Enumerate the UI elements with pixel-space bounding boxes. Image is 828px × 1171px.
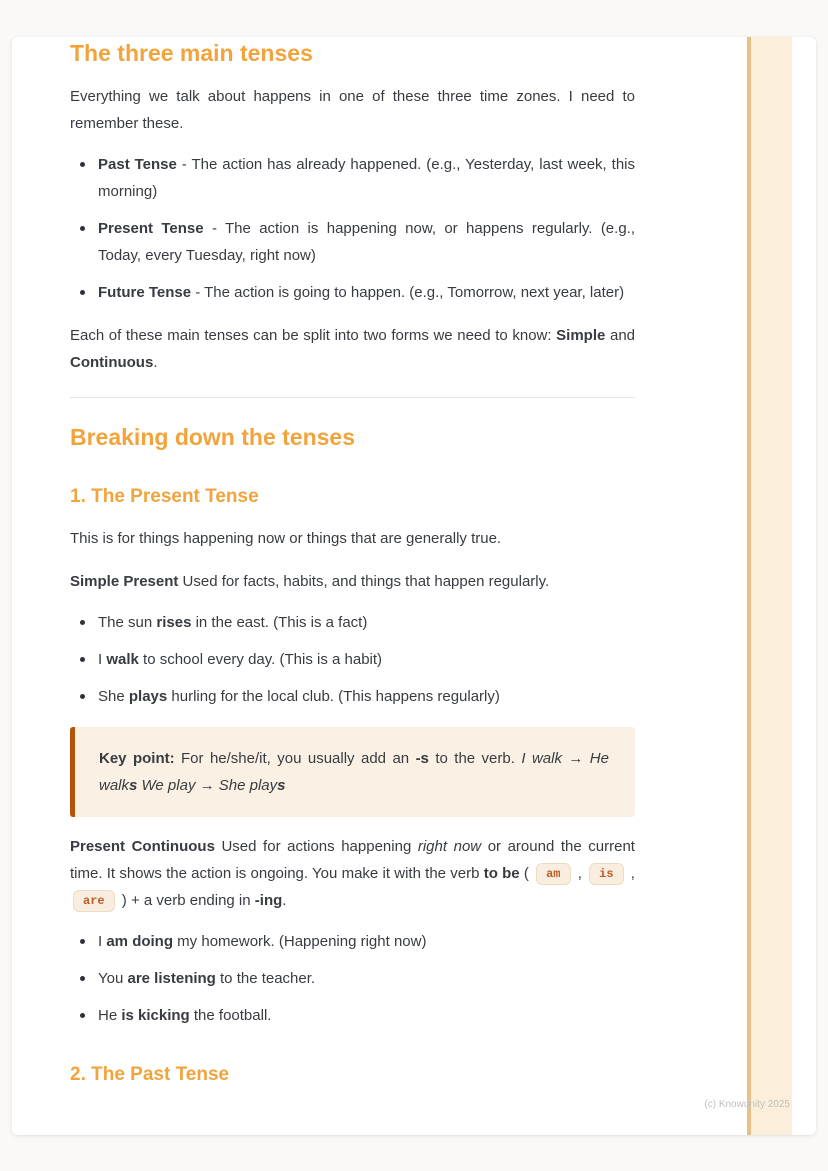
key-point-callout (70, 727, 635, 817)
simple-present-examples-list (70, 609, 635, 710)
list-item: You are listening to the teacher. (98, 965, 635, 992)
key-point-text: Key point: For he/she/it, you usually add an -s to the verb. I walk → He walks We play → She plays (99, 750, 609, 794)
list-item: I walk to school every day. (This is a habit) (98, 646, 635, 673)
list-item: Future Tense - The action is going to happen. (e.g., Tomorrow, next year, later) (98, 279, 635, 306)
list-item: He is kicking the football. (98, 1002, 635, 1029)
section-heading-main-tenses: The three main tenses (70, 40, 313, 66)
forms-paragraph: Each of these main tenses can be split into two forms we need to know: Simple and Continuous. (70, 327, 636, 371)
document-page (12, 37, 816, 1135)
watermark-text: (c) Knowunity 2025 (704, 1099, 790, 1110)
list-item: The sun rises in the east. (This is a fact) (98, 609, 635, 636)
tenses-bullet-list (70, 151, 635, 306)
list-item: Present Tense - The action is happening now, or happens regularly. (e.g., Today, every Tuesday, right now) (98, 215, 635, 269)
present-intro-paragraph: This is for things happening now or things that are generally true. (70, 530, 502, 547)
list-item: Past Tense - The action has already happened. (e.g., Yesterday, last week, this morning) (98, 151, 635, 205)
subheading-present-tense: 1. The Present Tense (70, 486, 259, 507)
simple-present-paragraph: Simple Present Used for facts, habits, and things that happen regularly. (70, 573, 550, 590)
section-heading-breaking-down: Breaking down the tenses (70, 424, 356, 450)
present-continuous-examples-list (70, 928, 635, 1029)
list-item: I am doing my homework. (Happening right now) (98, 928, 635, 955)
intro-paragraph: Everything we talk about happens in one of these three time zones. I need to remember these. (70, 88, 635, 132)
decorative-side-stripe (747, 37, 792, 1135)
list-item: She plays hurling for the local club. (This happens regularly) (98, 683, 635, 710)
present-continuous-paragraph: Present Continuous Used for actions happening right now or around the current time. It shows the action is ongoing. You make it with the verb to be ( am , is , are ) + a verb ending in -ing. (70, 833, 635, 914)
document-content (70, 39, 635, 1087)
section-divider (70, 397, 635, 398)
subheading-past-tense: 2. The Past Tense (70, 1064, 230, 1085)
